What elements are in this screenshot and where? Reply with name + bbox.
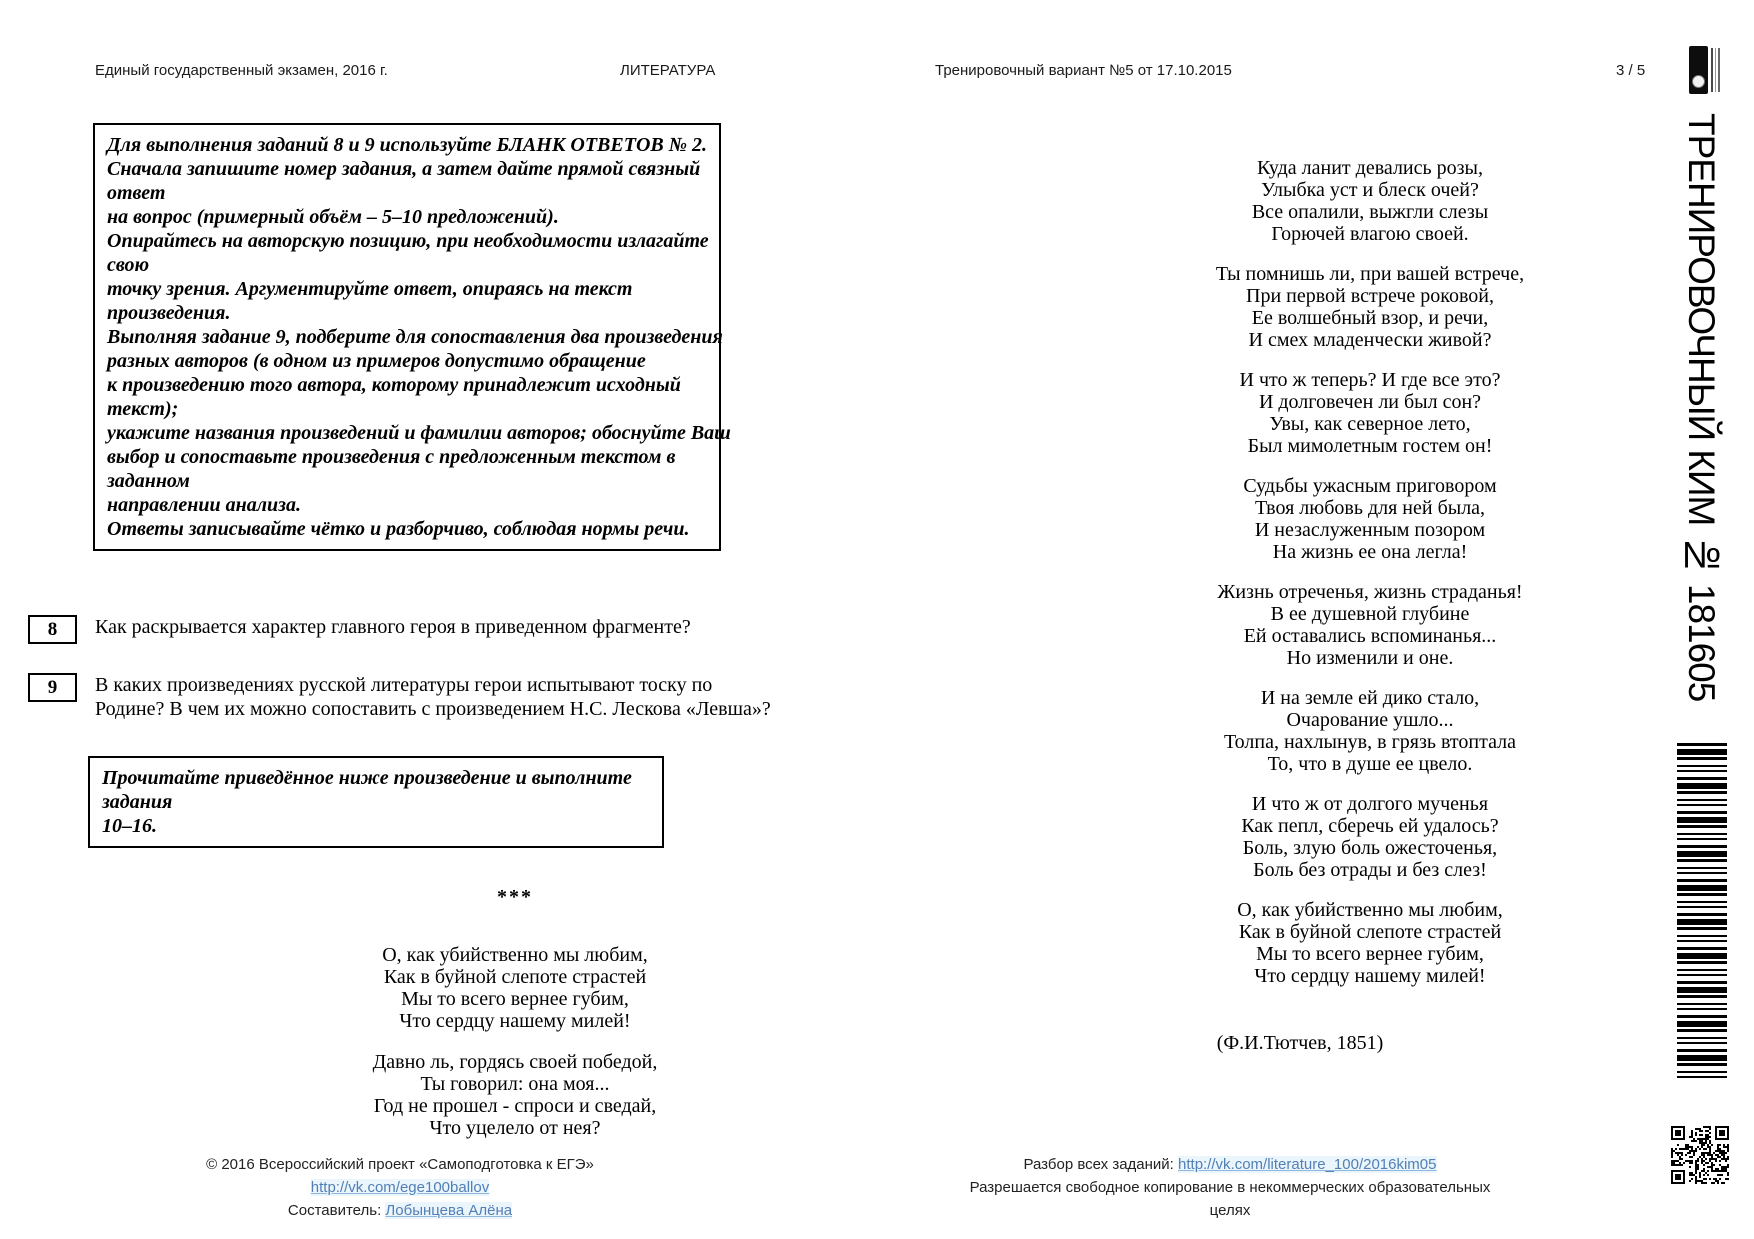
footer-copyright-text: © 2016 Всероссийский проект «Самоподготовка к ЕГЭ» bbox=[206, 1156, 594, 1173]
poem-line: Что уцелело от нея? bbox=[429, 1117, 601, 1139]
poem-line: Ей оставались вспоминанья... bbox=[1243, 625, 1497, 647]
footer-solutions-label: Разбор всех заданий: bbox=[1023, 1156, 1179, 1173]
footer-project-link[interactable]: http://vk.com/ege100ballov bbox=[310, 1179, 490, 1196]
poem-stanza bbox=[1120, 475, 1620, 563]
instruction-line: направлении анализа. bbox=[107, 494, 301, 516]
poem-line: В ее душевной глубине bbox=[1270, 603, 1470, 625]
instruction-line: свою bbox=[107, 254, 150, 276]
poem-line: Увы, как северное лето, bbox=[1269, 413, 1471, 435]
poem-line: Судьбы ужасным приговором bbox=[1243, 475, 1497, 497]
poem-stanza bbox=[1120, 157, 1620, 245]
question-9-text bbox=[95, 673, 795, 721]
poem-line: Мы то всего вернее губим, bbox=[401, 988, 629, 1010]
poem-line: Жизнь отреченья, жизнь страданья! bbox=[1217, 581, 1523, 603]
instruction-line: разных авторов (в одном из примеров допустимо обращение bbox=[107, 350, 646, 372]
header-exam-title: Единый государственный экзамен, 2016 г. bbox=[95, 62, 388, 79]
poem-line: И незаслуженным позором bbox=[1254, 519, 1486, 541]
sidebar-vertical-label: ТРЕНИРОВОЧНЫЙ КИМ № 181605 bbox=[1681, 113, 1722, 702]
poem-left-stanzas bbox=[315, 944, 715, 1139]
poem-line: И долговечен ли был сон? bbox=[1258, 391, 1482, 413]
poem-stanza bbox=[1120, 793, 1620, 881]
poem-line: Боль, злую боль ожесточенья, bbox=[1242, 837, 1498, 859]
footer-left-line2 bbox=[140, 1199, 660, 1222]
poem-line: Куда ланит девались розы, bbox=[1257, 157, 1483, 179]
poem-stanza bbox=[315, 944, 715, 1032]
qr-code-icon bbox=[1671, 1126, 1729, 1184]
instruction-line: Опирайтесь на авторскую позицию, при необходимости излагайте bbox=[107, 230, 709, 252]
footer-compiler-link[interactable]: Лобынцева Алёна bbox=[385, 1202, 513, 1219]
instruction-line: Сначала запишите номер задания, а затем дайте прямой связный bbox=[107, 158, 701, 180]
poem-left-column bbox=[315, 886, 715, 1158]
instruction-line: ответ bbox=[107, 182, 166, 204]
poem-line: О, как убийственно мы любим, bbox=[382, 944, 648, 966]
poem-line: Ты помнишь ли, при вашей встрече, bbox=[1215, 263, 1525, 285]
header-subject: ЛИТЕРАТУРА bbox=[620, 62, 716, 79]
poem-line: При первой встрече роковой, bbox=[1246, 285, 1494, 307]
poem-line: И на земле ей дико стало, bbox=[1260, 687, 1480, 709]
instruction-line: произведения. bbox=[107, 302, 231, 324]
poem-stanza bbox=[1120, 581, 1620, 669]
poem-line: Горючей влагою своей. bbox=[1271, 223, 1469, 245]
instruction-line: укажите названия произведений и фамилии авторов; обоснуйте Ваш bbox=[107, 422, 731, 444]
instruction-line: точку зрения. Аргументируйте ответ, опираясь на текст bbox=[107, 278, 633, 300]
poem-line: Твоя любовь для ней была, bbox=[1254, 497, 1486, 519]
question-text-line: В каких произведениях русской литературы герои испытывают тоску по bbox=[95, 674, 713, 696]
logo-circle bbox=[1692, 75, 1705, 88]
instructions-box-answers bbox=[93, 123, 731, 551]
footer-left bbox=[140, 1153, 660, 1222]
poem-right-column bbox=[1120, 157, 1620, 1005]
barcode-icon bbox=[1677, 743, 1727, 1080]
question-text-line: Как раскрывается характер главного героя в приведенном фрагменте? bbox=[95, 616, 691, 638]
poem-stanza bbox=[1120, 899, 1620, 987]
poem-line: Был мимолетным гостем он! bbox=[1247, 435, 1493, 457]
poem-attribution: (Ф.И.Тютчев, 1851) bbox=[1216, 1032, 1384, 1054]
poem-line: И что ж от долгого мученья bbox=[1251, 793, 1489, 815]
poem-line: Давно ль, гордясь своей победой, bbox=[372, 1051, 658, 1073]
instruction-line: на вопрос (примерный объём – 5–10 предложений). bbox=[107, 206, 559, 228]
poem-line: Ты говорил: она моя... bbox=[420, 1073, 610, 1095]
poem-line: И что ж теперь? И где все это? bbox=[1239, 369, 1501, 391]
poem-title: *** bbox=[497, 886, 533, 908]
poem-line: Очарование ушло... bbox=[1286, 709, 1454, 731]
instruction-line: к произведению того автора, которому принадлежит исходный bbox=[107, 374, 681, 396]
instruction-line: Прочитайте приведённое ниже произведение и выполните bbox=[102, 767, 632, 789]
footer-solutions-link[interactable]: http://vk.com/literature_100/2016kim05 bbox=[1178, 1156, 1437, 1173]
instruction-line: Для выполнения заданий 8 и 9 используйте БЛАНК ОТВЕТОВ № 2. bbox=[107, 134, 708, 156]
poem-line: Боль без отрады и без слез! bbox=[1253, 859, 1487, 881]
poem-line: На жизнь ее она легла! bbox=[1272, 541, 1468, 563]
poem-line: Как в буйной слепоте страстей bbox=[383, 966, 647, 988]
header-page-number: 3 / 5 bbox=[1616, 62, 1646, 79]
footer-left-line1 bbox=[140, 1153, 660, 1199]
poem-stanza bbox=[1120, 369, 1620, 457]
poem-line: Мы то всего вернее губим, bbox=[1256, 943, 1484, 965]
instruction-line: задания bbox=[102, 791, 173, 813]
poem-line: О, как убийственно мы любим, bbox=[1237, 899, 1503, 921]
question-text-line: Родине? В чем их можно сопоставить с произведением Н.С. Лескова «Левша»? bbox=[95, 698, 771, 720]
poem-line: И смех младенчески живой? bbox=[1248, 329, 1492, 351]
instruction-line: Ответы записывайте чётко и разборчиво, соблюдая нормы речи. bbox=[107, 518, 690, 540]
footer-license-text: Разрешается свободное копирование в некоммерческих образовательных целях bbox=[969, 1179, 1491, 1219]
poem-line: Как пепл, сберечь ей удалось? bbox=[1241, 815, 1499, 837]
poem-line: Все опалили, выжгли слезы bbox=[1251, 201, 1489, 223]
question-8-text bbox=[95, 615, 795, 639]
instruction-line: Выполняя задание 9, подберите для сопоставления два произведения bbox=[107, 326, 723, 348]
poem-stanza bbox=[1120, 263, 1620, 351]
poem-line: Как в буйной слепоте страстей bbox=[1238, 921, 1502, 943]
instruction-line: выбор и сопоставьте произведения с предложенным текстом в bbox=[107, 446, 676, 468]
poem-line: Улыбка уст и блеск очей? bbox=[1261, 179, 1479, 201]
poem-line: Что сердцу нашему милей! bbox=[399, 1010, 631, 1032]
instruction-line: заданном bbox=[107, 470, 190, 492]
poem-line: Год не прошел - спроси и сведай, bbox=[373, 1095, 657, 1117]
logo-stripes bbox=[1711, 48, 1720, 92]
instruction-line: 10–16. bbox=[102, 815, 157, 837]
footer-right bbox=[950, 1153, 1510, 1222]
poem-line: Но изменили и оне. bbox=[1286, 647, 1454, 669]
project-logo-icon bbox=[1689, 46, 1720, 94]
poem-stanza bbox=[1120, 687, 1620, 775]
poem-line: Ее волшебный взор, и речи, bbox=[1251, 307, 1489, 329]
header-variant: Тренировочный вариант №5 от 17.10.2015 bbox=[935, 62, 1232, 79]
footer-right-line1 bbox=[950, 1153, 1510, 1176]
poem-stanza bbox=[315, 1051, 715, 1139]
poem-line: То, что в душе ее цвело. bbox=[1267, 753, 1473, 775]
question-9-number-box: 9 bbox=[28, 673, 77, 702]
question-8-number-box: 8 bbox=[28, 615, 77, 644]
instructions-box-read-poem bbox=[88, 756, 664, 848]
footer-compiler-label: Составитель: bbox=[287, 1202, 386, 1219]
instruction-line: текст); bbox=[107, 398, 179, 420]
poem-line: Толпа, нахлынув, в грязь втоптала bbox=[1223, 731, 1517, 753]
poem-line: Что сердцу нашему милей! bbox=[1254, 965, 1486, 987]
